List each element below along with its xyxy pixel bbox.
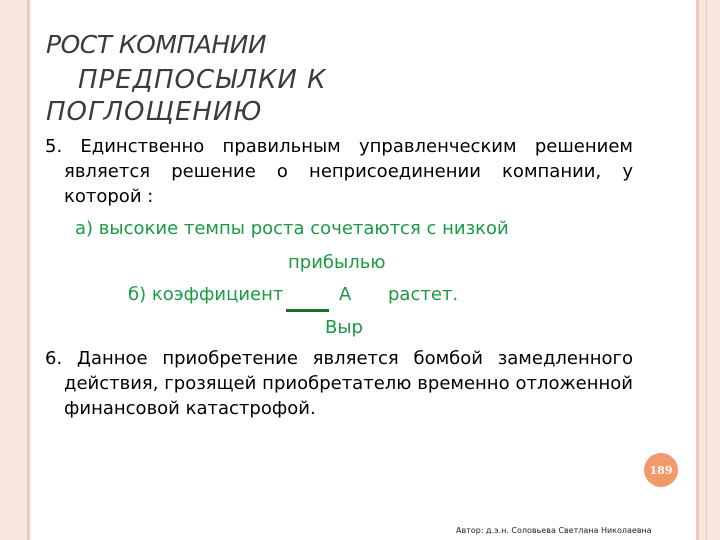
item-b-text: б) коэффициент (128, 284, 284, 305)
item-a-line-2: прибылью (288, 252, 386, 273)
right-frame-bar (696, 0, 720, 540)
item-b-rise-text: растет. (388, 284, 459, 305)
page-number-badge (644, 453, 678, 487)
left-frame-bar (0, 0, 30, 540)
page-number: 189 (649, 463, 673, 477)
fraction-bar (286, 309, 329, 312)
item-b-numerator: А (339, 284, 352, 305)
item-a-line-1: а) высокие темпы роста сочетаются с низкой (75, 218, 509, 239)
slide-title (46, 30, 466, 128)
title-line-3: ПОГЛОЩЕНИЮ (46, 97, 263, 127)
item-5-block (45, 134, 633, 209)
author-footer: Автор: д.э.н. Соловьева Светлана Николаевна (456, 526, 652, 535)
title-line-1: РОСТ КОМПАНИИ (46, 30, 267, 59)
title-line-2: ПРЕДПОСЫЛКИ К (78, 65, 327, 95)
item-b-denominator: Выр (325, 317, 363, 338)
item-6-text: 6. Данное приобретение является бомбой замедленного действия, грозящей приобретателю временно отложенной финансовой катастрофой. (45, 348, 633, 419)
item-6-block (45, 346, 633, 421)
item-5-text: 5. Единственно правильным управленческим решением является решение о неприсоединении компании, у которой : (45, 136, 633, 207)
